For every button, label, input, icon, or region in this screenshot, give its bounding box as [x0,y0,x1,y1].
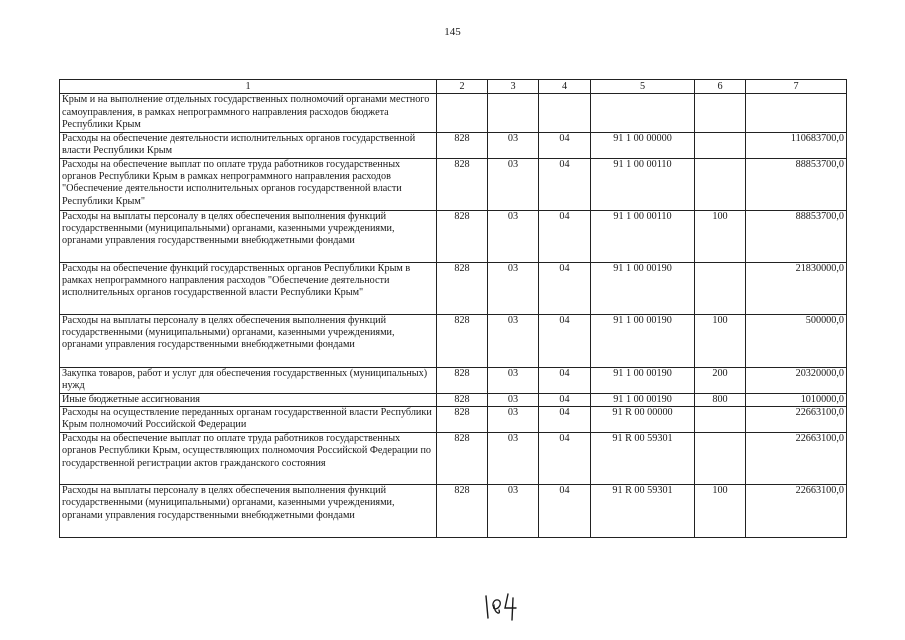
cell-name: Закупка товаров, работ и услуг для обеспечения государственных (муниципальных) нужд [60,367,437,393]
cell-name: Расходы на обеспечение выплат по оплате труда работников государственных органов Республики Крым в рамках непрограммного направления расходов "Обеспечение деятельности исполнительных органов государственной власти Республики Крым" [60,158,437,210]
col-header-2: 2 [437,80,488,94]
cell-col4 [539,94,591,132]
budget-table [59,79,847,538]
page-number: 145 [444,26,461,38]
cell-amount: 22663100,0 [746,407,847,433]
col-header-1: 1 [60,80,437,94]
cell-amount: 1010000,0 [746,393,847,406]
table-row [60,132,847,158]
cell-col5: 91 1 00 00110 [591,210,695,262]
cell-col4: 04 [539,407,591,433]
cell-col5: 91 R 00 00000 [591,407,695,433]
cell-amount: 88853700,0 [746,210,847,262]
cell-col6 [695,433,746,485]
cell-col3: 03 [488,407,539,433]
cell-amount: 20320000,0 [746,367,847,393]
cell-col5: 91 1 00 00000 [591,132,695,158]
cell-col2: 828 [437,132,488,158]
table-row [60,407,847,433]
cell-col4: 04 [539,433,591,485]
cell-col5 [591,94,695,132]
cell-col3: 03 [488,393,539,406]
cell-col5: 91 1 00 00190 [591,367,695,393]
table-row [60,433,847,485]
cell-col6: 800 [695,393,746,406]
table-row [60,367,847,393]
table-row [60,314,847,367]
cell-name: Крым и на выполнение отдельных государственных полномочий органами местного самоуправления, в рамках непрограммного направления расходов бюджета Республики Крым [60,94,437,132]
cell-col4: 04 [539,210,591,262]
cell-name: Расходы на обеспечение функций государственных органов Республики Крым в рамках непрограммного направления расходов "Обеспечение деятельности исполнительных органов государственной власти Республики Крым" [60,262,437,314]
cell-col3: 03 [488,433,539,485]
cell-col3: 03 [488,485,539,538]
cell-amount: 22663100,0 [746,433,847,485]
cell-name: Расходы на выплаты персоналу в целях обеспечения выполнения функций государственными (муниципальными) органами, казенными учреждениями, органами управления государственными внебюджетными фондами [60,210,437,262]
cell-col5: 91 1 00 00190 [591,393,695,406]
col-header-6: 6 [695,80,746,94]
cell-col3 [488,94,539,132]
cell-col3: 03 [488,367,539,393]
cell-col4: 04 [539,314,591,367]
cell-col6: 100 [695,314,746,367]
cell-col6: 100 [695,485,746,538]
table-row [60,262,847,314]
col-header-7: 7 [746,80,847,94]
cell-col3: 03 [488,314,539,367]
cell-col2: 828 [437,262,488,314]
cell-col6 [695,132,746,158]
cell-name: Расходы на выплаты персоналу в целях обеспечения выполнения функций государственными (муниципальными) органами, казенными учреждениями, органами управления государственными внебюджетными фондами [60,485,437,538]
cell-col2 [437,94,488,132]
cell-col2: 828 [437,314,488,367]
cell-amount: 88853700,0 [746,158,847,210]
table-header-row [60,80,847,94]
cell-col3: 03 [488,210,539,262]
cell-col6: 100 [695,210,746,262]
cell-name: Расходы на обеспечение деятельности исполнительных органов государственной власти Республики Крым [60,132,437,158]
handwritten-page-number [482,588,522,624]
cell-col3: 03 [488,158,539,210]
cell-col3: 03 [488,132,539,158]
cell-amount: 21830000,0 [746,262,847,314]
table-row [60,210,847,262]
cell-name: Расходы на обеспечение выплат по оплате труда работников государственных органов Республики Крым, осуществляющих полномочия Российской Федерации по государственной регистрации актов гражданского состояния [60,433,437,485]
cell-col4: 04 [539,132,591,158]
cell-col3: 03 [488,262,539,314]
cell-name: Расходы на осуществление переданных органам государственной власти Республики Крым полномочий Российской Федерации [60,407,437,433]
cell-col4: 04 [539,485,591,538]
table-row [60,485,847,538]
cell-amount [746,94,847,132]
cell-amount: 500000,0 [746,314,847,367]
cell-col5: 91 1 00 00190 [591,314,695,367]
cell-col2: 828 [437,367,488,393]
cell-col2: 828 [437,393,488,406]
col-header-5: 5 [591,80,695,94]
cell-col5: 91 1 00 00190 [591,262,695,314]
cell-col4: 04 [539,393,591,406]
cell-col5: 91 R 00 59301 [591,433,695,485]
table-row [60,393,847,406]
col-header-4: 4 [539,80,591,94]
cell-col2: 828 [437,158,488,210]
col-header-3: 3 [488,80,539,94]
cell-col2: 828 [437,407,488,433]
cell-col6: 200 [695,367,746,393]
cell-col4: 04 [539,367,591,393]
cell-col6 [695,262,746,314]
cell-amount: 110683700,0 [746,132,847,158]
cell-col2: 828 [437,485,488,538]
cell-col4: 04 [539,158,591,210]
cell-amount: 22663100,0 [746,485,847,538]
table-row [60,94,847,132]
cell-name: Расходы на выплаты персоналу в целях обеспечения выполнения функций государственными (муниципальными) органами, казенными учреждениями, органами управления государственными внебюджетными фондами [60,314,437,367]
cell-col6 [695,407,746,433]
cell-name: Иные бюджетные ассигнования [60,393,437,406]
cell-col4: 04 [539,262,591,314]
cell-col6 [695,94,746,132]
cell-col6 [695,158,746,210]
cell-col5: 91 R 00 59301 [591,485,695,538]
table-row [60,158,847,210]
cell-col2: 828 [437,210,488,262]
cell-col5: 91 1 00 00110 [591,158,695,210]
cell-col2: 828 [437,433,488,485]
